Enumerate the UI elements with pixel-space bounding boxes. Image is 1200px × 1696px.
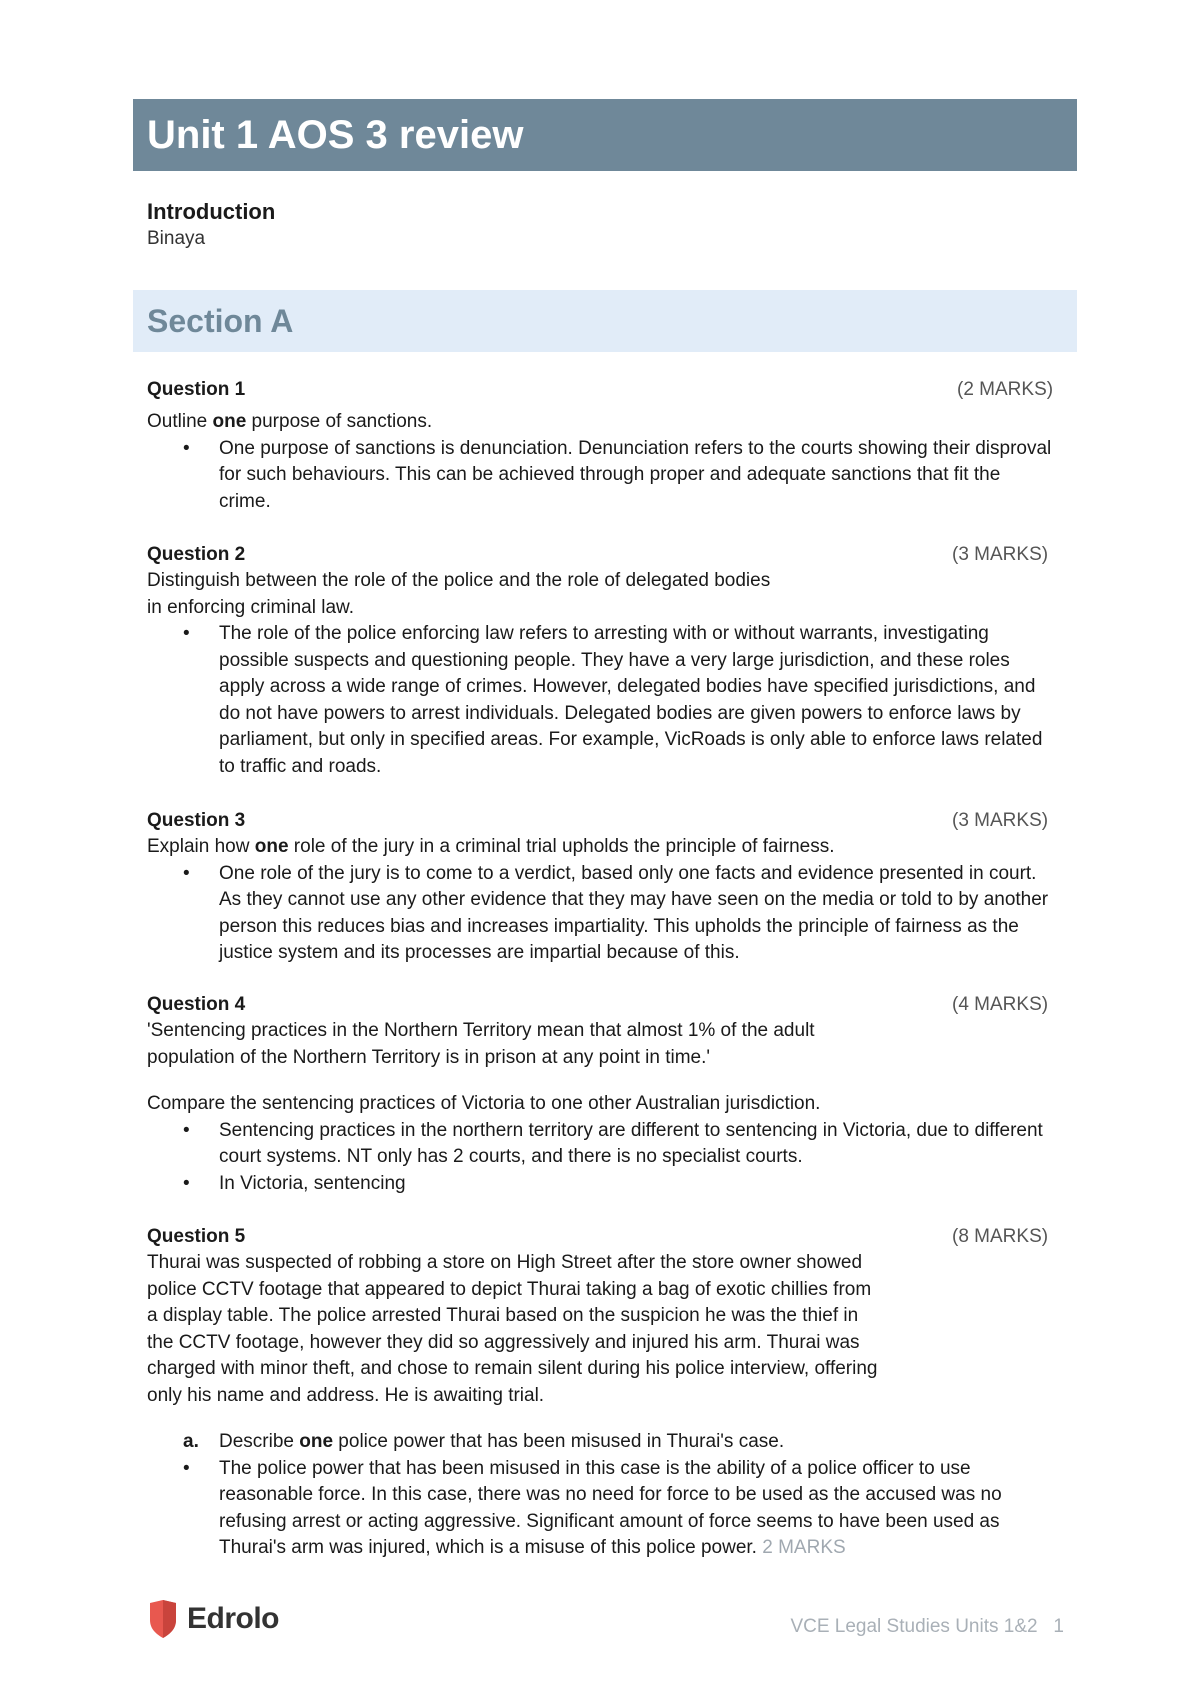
question-5-title: Question 5	[147, 1226, 246, 1247]
section-title: Section A	[147, 303, 294, 339]
question-2-title: Question 2	[147, 544, 246, 565]
question-1-answers	[147, 436, 1057, 516]
question-3	[147, 808, 1057, 967]
introduction-heading: Introduction	[147, 199, 276, 224]
answer-bullet: • Sentencing practices in the northern territory are different to sentencing in Victoria, due to different court systems. NT only has 2 courts, and there is no specialist courts.	[183, 1119, 1043, 1167]
question-2-prompt-line2: in enforcing criminal law.	[147, 596, 354, 618]
part-a-prompt: a. Describe one police power that has been misused in Thurai's case.	[183, 1431, 785, 1452]
question-4-title: Question 4	[147, 994, 246, 1015]
question-4-quote-line2: population of the Northern Territory is in prison at any point in time.'	[147, 1046, 711, 1068]
answer-bullet: • In Victoria, sentencing	[183, 1172, 406, 1194]
question-3-marks: (3 MARKS)	[952, 810, 1049, 831]
question-3-prompt: Explain how one role of the jury in a criminal trial upholds the principle of fairness.	[147, 836, 835, 857]
question-5-marks: (8 MARKS)	[952, 1226, 1049, 1247]
question-4-answers	[147, 1118, 1057, 1198]
answer-bullet: • The police power that has been misused in this case is the ability of a police officer to use reasonable force. In this case, there was no need for force to be used as the accused was no refusing arrest or acting aggressive. Significant amount of force seems to have been used as Thurai's arm was injured, which is a misuse of this police power. 2 MARKS	[183, 1457, 1002, 1558]
question-3-answers	[147, 861, 1057, 967]
question-2-marks: (3 MARKS)	[952, 544, 1049, 565]
question-2	[147, 542, 1057, 780]
page-footer	[0, 1590, 1200, 1650]
title-bar	[133, 99, 1077, 171]
question-4	[147, 992, 1057, 1197]
answer-bullet: • The role of the police enforcing law refers to arresting with or without warrants, investigating possible suspects and questioning people. They have a very large jurisdiction, and these roles apply across a wide range of crimes. However, delegated bodies have specified jurisdictions, and do not have powers to arrest individuals. Delegated bodies are given powers to enforce laws by parliament, but only in specified areas. For example, VicRoads is only able to enforce laws related to traffic and roads.	[183, 623, 1043, 777]
question-4-marks: (4 MARKS)	[952, 994, 1049, 1015]
question-5	[147, 1224, 1057, 1562]
edrolo-logo	[148, 1600, 279, 1638]
question-1	[147, 377, 1057, 515]
question-1-title: Question 1	[147, 379, 246, 400]
brand-name: Edrolo	[187, 1602, 279, 1635]
question-1-marks: (2 MARKS)	[957, 379, 1054, 400]
page-title: Unit 1 AOS 3 review	[147, 113, 524, 157]
question-4-prompt: Compare the sentencing practices of Victoria to one other Australian jurisdiction.	[147, 1093, 821, 1114]
question-2-answers	[147, 621, 1057, 780]
question-5-scenario: Thurai was suspected of robbing a store on High Street after the store owner showed police CCTV footage that appeared to depict Thurai taking a bag of exotic chillies from a display table. The police arrested Thurai based on the suspicion he was the thief in the CCTV footage, however they did so aggressively and injured his arm. Thurai was charged with minor theft, and chose to remain silent during his police interview, offering only his name and address. He is awaiting trial.	[147, 1252, 878, 1406]
introduction-block	[147, 198, 275, 252]
question-2-prompt-line1: Distinguish between the role of the police and the role of delegated bodies	[147, 570, 771, 591]
question-5-part-a	[147, 1429, 1057, 1562]
shield-icon	[148, 1600, 178, 1638]
student-name: Binaya	[147, 228, 206, 249]
section-bar	[133, 290, 1077, 352]
answer-bullet: • One purpose of sanctions is denunciation. Denunciation refers to the courts showing their disproval for such behaviours. This can be achieved through proper and adequate sanctions that fit the crime.	[183, 437, 1052, 512]
footer-course: VCE Legal Studies Units 1&2 1	[790, 1616, 1064, 1637]
answer-bullet: • One role of the jury is to come to a verdict, based only one facts and evidence presented in court. As they cannot use any other evidence that they may have seen on the media or told to by another person this reduces bias and increases impartiality. This upholds the principle of fairness as the justice system and its processes are impartial because of this.	[183, 862, 1049, 963]
question-1-prompt: Outline one purpose of sanctions.	[147, 411, 433, 432]
answer-marks-note: 2 MARKS	[762, 1537, 846, 1558]
question-4-quote-line1: 'Sentencing practices in the Northern Territory mean that almost 1% of the adult	[147, 1020, 815, 1041]
question-3-title: Question 3	[147, 810, 246, 831]
page-number: 1	[1053, 1616, 1064, 1637]
